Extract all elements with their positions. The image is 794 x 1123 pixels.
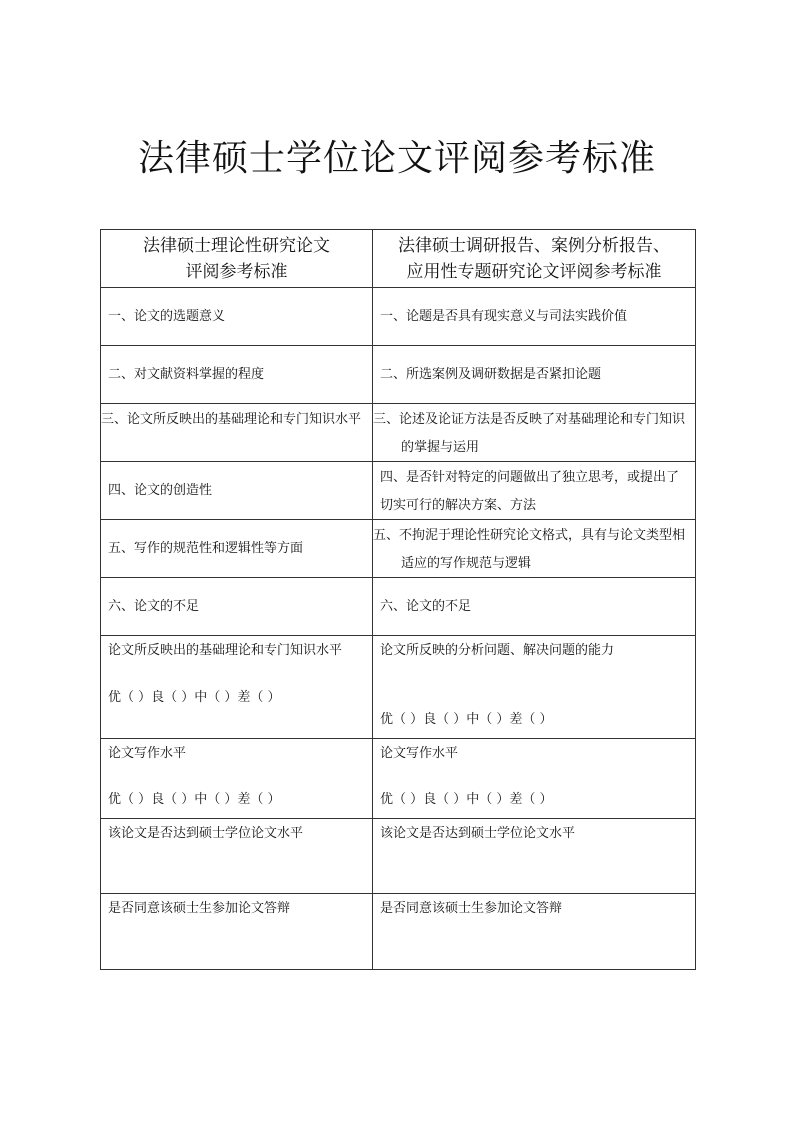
criterion-left-4: 四、论文的创造性: [101, 462, 373, 520]
criterion-right-2: 二、所选案例及调研数据是否紧扣论题: [373, 346, 696, 404]
criterion-right-6: 六、论文的不足: [373, 578, 696, 636]
table-row: [101, 819, 696, 894]
header-right-line1: 法律硕士调研报告、案例分析报告、: [398, 235, 670, 256]
header-applied: [373, 230, 696, 288]
page-title: 法律硕士学位论文评阅参考标准: [137, 138, 656, 179]
rating-question: 是否同意该硕士生参加论文答辩: [380, 901, 563, 916]
table-row: [101, 894, 696, 970]
header-right-line2: 应用性专题研究论文评阅参考标准: [406, 261, 662, 282]
rating-question: 是否同意该硕士生参加论文答辩: [108, 901, 291, 916]
criterion-left-6: 六、论文的不足: [101, 578, 373, 636]
table-row: [101, 739, 696, 819]
criterion-left-3: 三、论文所反映出的基础理论和专门知识水平: [101, 404, 373, 462]
criterion-right-5: 五、不拘泥于理论性研究论文格式，具有与论文类型相适应的写作规范与逻辑: [373, 520, 696, 578]
table-row: [101, 578, 696, 636]
criterion-left-1: 一、论文的选题意义: [101, 288, 373, 346]
table-row: [101, 346, 696, 404]
rating-right-defense: [373, 894, 696, 970]
rating-right-writing: [373, 739, 696, 819]
rating-scale: 优（ ）良（ ）中（ ）差（ ）: [380, 792, 553, 807]
rating-question: 该论文是否达到硕士学位论文水平: [108, 826, 304, 841]
rating-left-defense: [101, 894, 373, 970]
rating-question: 论文所反映出的基础理论和专门知识水平: [108, 643, 343, 658]
rating-question: 该论文是否达到硕士学位论文水平: [380, 826, 576, 841]
table-row: [101, 462, 696, 520]
rating-scale: 优（ ）良（ ）中（ ）差（ ）: [380, 712, 553, 727]
rating-left-writing: [101, 739, 373, 819]
criterion-right-3: 三、论述及论证方法是否反映了对基础理论和专门知识的掌握与运用: [373, 404, 696, 462]
rating-question: 论文写作水平: [108, 746, 187, 761]
table-row: [101, 520, 696, 578]
criterion-left-5: 五、写作的规范性和逻辑性等方面: [101, 520, 373, 578]
header-left-line1: 法律硕士理论性研究论文: [143, 235, 330, 256]
table-row: [101, 404, 696, 462]
rating-scale: 优（ ）良（ ）中（ ）差（ ）: [108, 792, 281, 807]
rating-scale: 优（ ）良（ ）中（ ）差（ ）: [108, 690, 281, 705]
header-left-line2: 评阅参考标准: [185, 261, 288, 282]
criterion-right-4: 四、是否针对特定的问题做出了独立思考，或提出了切实可行的解决方案、方法: [373, 462, 696, 520]
rating-right-degree-level: [373, 819, 696, 894]
rating-question: 论文写作水平: [380, 746, 459, 761]
table-row: [101, 288, 696, 346]
criteria-table: [100, 229, 696, 970]
table-row: [101, 636, 696, 739]
table-header-row: [101, 230, 696, 288]
rating-left-degree-level: [101, 819, 373, 894]
rating-left-theory: [101, 636, 373, 739]
criterion-left-2: 二、对文献资料掌握的程度: [101, 346, 373, 404]
rating-right-ability: [373, 636, 696, 739]
header-theoretical: [101, 230, 373, 288]
criterion-right-1: 一、论题是否具有现实意义与司法实践价值: [373, 288, 696, 346]
rating-question: 论文所反映的分析问题、解决问题的能力: [380, 643, 615, 658]
